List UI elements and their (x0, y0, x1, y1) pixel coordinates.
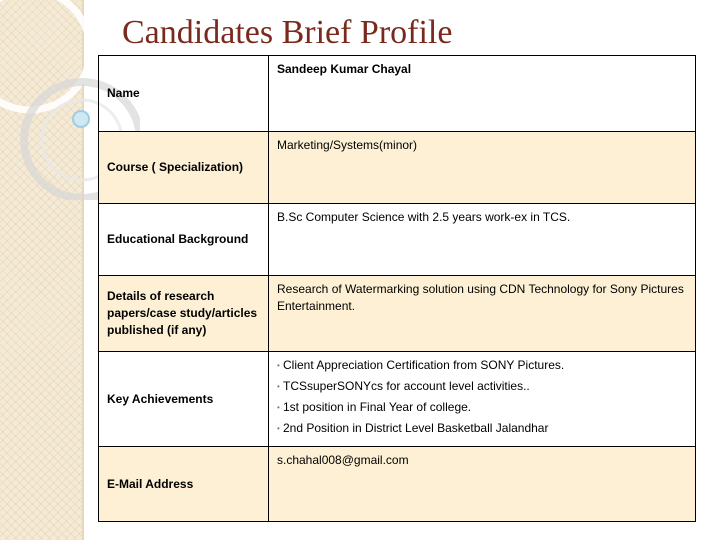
row-label-name: Name (99, 56, 269, 132)
candidate-name: Sandeep Kumar Chayal (269, 56, 696, 132)
row-label-email: E-Mail Address (99, 447, 269, 522)
table-row (99, 132, 696, 204)
list-item: • 2nd Position in District Level Basketball Jalandhar (277, 420, 687, 437)
row-label-research: Details of research papers/case study/articles published (if any) (99, 276, 269, 352)
row-label-achievements: Key Achievements (99, 352, 269, 447)
research-value: Research of Watermarking solution using CDN Technology for Sony Pictures Entertainment. (269, 276, 696, 352)
education-value: B.Sc Computer Science with 2.5 years work-ex in TCS. (269, 204, 696, 276)
table-row (99, 352, 696, 447)
email-value[interactable]: s.chahal008@gmail.com (269, 447, 696, 522)
course-value: Marketing/Systems(minor) (269, 132, 696, 204)
table-row (99, 276, 696, 352)
achievements-list (277, 357, 687, 437)
list-item: • 1st position in Final Year of college. (277, 399, 687, 416)
table-row (99, 56, 696, 132)
list-item: • Client Appreciation Certification from SONY Pictures. (277, 357, 687, 374)
achievements-value (269, 352, 696, 447)
list-item: • TCSsuperSONYcs for account level activities.. (277, 378, 687, 395)
decorative-dot-icon (73, 111, 89, 127)
row-label-education: Educational Background (99, 204, 269, 276)
table-row (99, 447, 696, 522)
page-title: Candidates Brief Profile (122, 14, 453, 51)
row-label-course: Course ( Specialization) (99, 132, 269, 204)
profile-table (98, 55, 696, 522)
table-row (99, 204, 696, 276)
